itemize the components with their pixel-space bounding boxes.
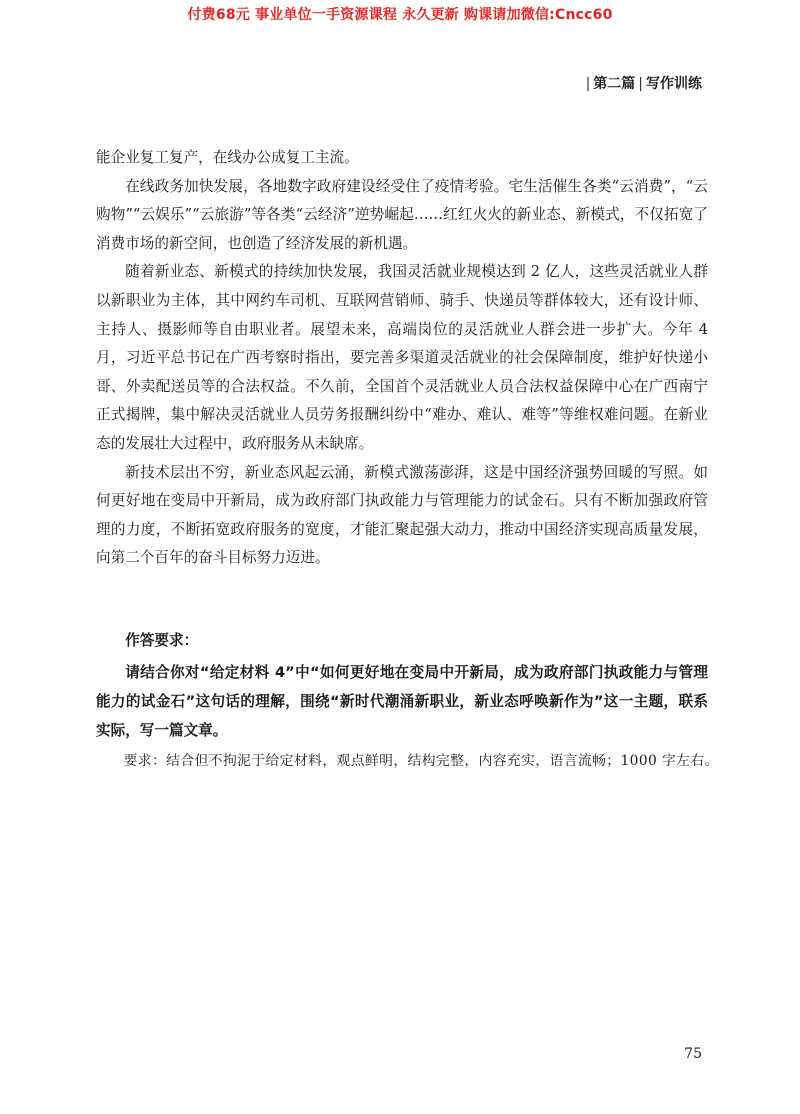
paragraph-new-technology: 新技术层出不穷，新业态风起云涌，新模式激荡澎湃，这是中国经济强势回暖的写照。如何更好地在变局中开新局，成为政府部门执政能力与管理能力的试金石。只有不断加强政府管理的力度，不断拓宽政府服务的宽度，才能汇聚起强大动力，推动中国经济实现高质量发展，向第二个百年的奋斗目标努力迈进。 [96,463,708,567]
watermark-banner: 付费68元 事业单位一手资源课程 永久更新 购课请加微信:Cncc60 [187,7,613,23]
running-header [583,73,702,93]
page-number: 75 [684,1046,702,1062]
paragraph-online-government: 在线政务加快发展，各地数字政府建设经受住了疫情考验。宅生活催生各类“云消费”，“云购物”“云娱乐”“云旅游”等各类“云经济”逆势崛起……红红火火的新业态、新模式，不仅拓宽了消费市场的新空间，也创造了经济发展的新机遇。 [96,177,708,252]
body-text [96,144,708,573]
header-part: 第二篇 [593,76,636,92]
header-divider-left: | [585,76,591,92]
header-section: 写作训练 [646,76,702,92]
answer-requirements-title: 作答要求： [125,632,199,649]
answer-requirements-block [96,630,719,773]
essay-prompt: 请结合你对“给定材料 4”中“如何更好地在变局中开新局，成为政府部门执政能力与管理能力的试金石”这句话的理解，围绕“新时代潮涌新职业，新业态呼唤新作为”这一主题，联系实际，写一篇文章。 [96,664,708,739]
header-divider-middle: | [638,76,643,92]
paragraph-continued: 能企业复工复产，在线办公成复工主流。 [96,149,359,166]
paragraph-flexible-employment: 随着新业态、新模式的持续加快发展，我国灵活就业规模达到 2 亿人，这些灵活就业人群以新职业为主体，其中网约车司机、互联网营销师、骑手、快递员等群体较大，还有设计师、主持人、摄影师等自由职业者。展望未来，高端岗位的灵活就业人群会进一步扩大。今年 4 月，习近平总书记在广西考察时指出，要完善多渠道灵活就业的社会保障制度，维护好快递小哥、外卖配送员等的合法权益。不久前，全国首个灵活就业人员合法权益保障中心在广西南宁正式揭牌，集中解决灵活就业人员劳务报酬纠纷中“难办、难认、难等”等维权难问题。在新业态的发展壮大过程中，政府服务从未缺席。 [96,263,708,452]
essay-requirements: 要求：结合但不拘泥于给定材料，观点鲜明，结构完整，内容充实，语言流畅；1000 字左右。 [123,753,719,769]
